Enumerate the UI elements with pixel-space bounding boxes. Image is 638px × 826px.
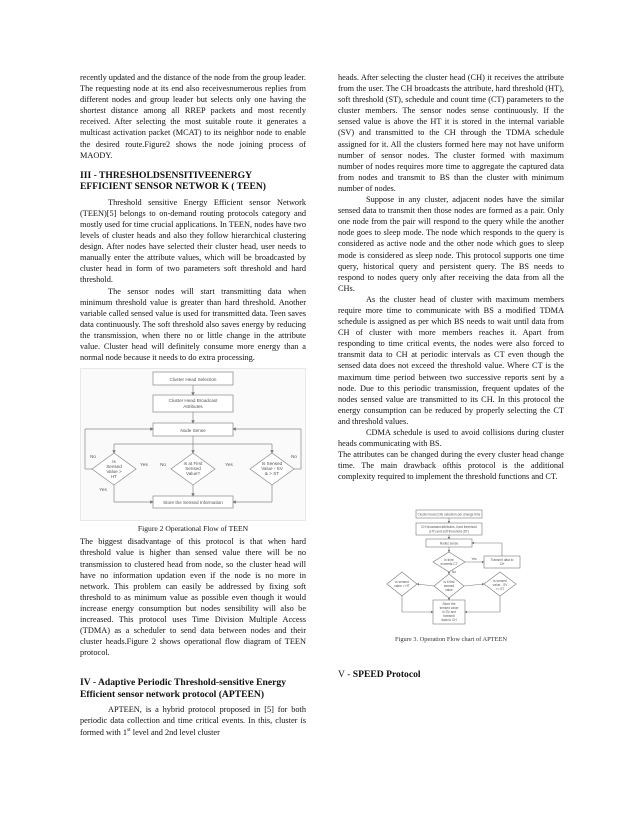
apteen-d4-label-a: Is sensed (493, 579, 507, 584)
apteen-box5-label-e: data to CH (441, 618, 457, 623)
apteen-box5-label-d: transmit (443, 614, 455, 619)
apteen-d1-label-b: exceeds CT (440, 562, 458, 567)
teen-no-label-1: No (90, 454, 96, 460)
left-paragraph-4: The biggest disadvantage of this protocol is that when hard threshold value is higher than sensed value there will be no transmission to clustered head from node, so the cluster head will have no information updation even if the node is no more in network. This problem can easily be addressed by fixing soft threshold to as minimum value as possible even though it would increase energy consumption but nodes sensibility will also be increased. This protocol uses Time Division Multiple Access (TDMA) as a scheduler to send data between nodes and their cluster heads.Figure 2 shows operational flow diagram of TEEN protocol. (80, 537, 306, 658)
right-paragraph-4: CDMA schedule is used to avoid collisions during cluster heads communicating with BS. (338, 428, 564, 449)
right-paragraph-3: As the cluster head of cluster with maximum members require more time to communicate with BS a modified TDMA schedule is assigned as per which BS needs to wait until data from CH of cluster with more members reaches it. Apart from responding to time critical events, the nodes were also forced to transmit data to CH at periodic intervals as CT even though the sensed data does not exceed the threshold value. Where CT is the maximum time period between two successive reports sent by a node. Due to this periodic transmission, frequent updates of the nodes sensed value are transmitted to its CH. In this protocol the energy consumption can be reduced by properly selecting the CT and threshold values. (338, 294, 564, 426)
figure-2-caption: Figure 2 Operational Flow of TEEN (137, 524, 249, 534)
teen-box1-label: Cluster Head Selection (169, 377, 217, 383)
apteen-box4-label-b: CH (499, 562, 505, 567)
apteen-box4-label-a: Transmit data to (490, 558, 514, 563)
apteen-d1-label-a: Is time (444, 558, 454, 563)
apteen-box1-label: Cluster head (CH) selection per change time (417, 512, 481, 517)
teen-box2-label-b: Attributes (183, 404, 203, 410)
teen-d3-label-c: & > ST (264, 471, 280, 477)
section-number: V (338, 668, 345, 680)
teen-yes-label-3: Yes (99, 487, 107, 493)
apteen-flowchart-svg (378, 508, 528, 626)
teen-d2-label-a: Is at First (183, 461, 203, 467)
left-paragraph-3: The sensor nodes will start transmitting data when minimum threshold value is greater than hard threshold. Another variable called sensed value is used for transmitted data. Teen saves data continuously. The soft threshold also saves energy by reducing the transmission, when there no or little change in the attribute value. Cluster head will definitely consume more energy than a normal node because it needs to do extra processing. (80, 286, 306, 363)
teen-d1-label-c: Value > (106, 469, 122, 475)
apteen-d4-label-c: >= ST (495, 587, 505, 592)
teen-box2-label-a: Cluster Head Broadcast (168, 398, 218, 404)
figure-2-teen-flowchart (80, 368, 306, 521)
teen-flowchart-svg (81, 369, 305, 517)
apteen-box3-label: Nodes sense (439, 541, 459, 546)
teen-no-label-2: No (160, 462, 166, 468)
teen-d1-label-a: Is (112, 459, 116, 465)
right-paragraph-1: heads. After selecting the cluster head (CH) it receives the attribute from the user. The CH broadcasts the attribute, hard threshold (HT), soft threshold (ST), schedule and count time (CT) parameters to the cluster members. The sensor nodes sense continuously. If the sensed value is above the HT it is stored in the internal variable (SV) and transmitted to the CH through the TDMA schedule assigned for it. All the clusters formed here may not have uniform number of sensor nodes. The cluster formed with maximum number of nodes requires more time to aggregate the captured data from nodes and transmit to BS than the cluster with minimum number of nodes. (338, 73, 564, 193)
right-paragraph-5: The attributes can be changed during the every cluster head change time. The main drawback ofthis protocol is the additional complexity required to implement the threshold functions and CT. (338, 450, 564, 482)
left-paragraph-5: APTEEN, is a hybrid protocol proposed in [5] for both periodic data collection and time critical events. In this, cluster is formed with 1st level and 2nd level cluster (80, 705, 306, 737)
apteen-d4-label-b: value - SV (492, 583, 508, 588)
figure-3-caption: Figure 3. Operation Flow chart of APTEEN (395, 635, 507, 643)
teen-box4-label: Store the Sensed Information (163, 500, 223, 506)
teen-no-label-3: No (291, 454, 297, 460)
left-paragraph-1: recently updated and the distance of the node from the group leader. The requesting node at its end also receivesnumerous replies from different nodes and group leader but selects only one having the shortest distance among all RREP packets and most recently received. After selecting the most suitable route it generates a multicast activation packet (MCAT) to its neighbor node to enable the desired route.Figure2 shows the node joining process of MAODY. (80, 73, 306, 160)
section-heading-teen: III - THRESHOLDSENSITIVEENERGY EFFICIENT SENSOR NETWOR K ( TEEN) (80, 169, 266, 193)
apteen-d2-label-a: Is sensed (395, 580, 409, 585)
apteen-box5-label-b: sensed value (439, 606, 459, 611)
left-paragraph-2: Threshold sensitive Energy Efficient sensor Network (TEEN)[5] belongs to on-demand routing protocols category and mostly used for time crucial applications. In TEEN, nodes have two levels of cluster heads and also they follow hierarchical clustering design. After nodes have selected their cluster head, user needs to manually enter the attribute values, which will be broadcasted by cluster head in form of two parameters soft threshold and hard threshold. (80, 197, 306, 285)
section-title: SPEED Protocol (352, 668, 421, 680)
teen-d3-label-a: Is Sensed (261, 461, 283, 467)
apteen-d3-label-b: sensed (443, 584, 455, 589)
teen-d1-label-b: Sensed (106, 464, 122, 470)
section-heading-apteen: IV - Adaptive Periodic Threshold-sensitive Energy Efficient sensor network protocol (APTEEN) (80, 677, 287, 700)
apteen-d2-label-b: value > HT (394, 584, 410, 589)
apteen-no-label: No (451, 570, 457, 575)
figure-3-apteen-flowchart (378, 508, 564, 629)
teen-d1-label-d: HT (110, 474, 118, 480)
apteen-yes-label: Yes (471, 557, 477, 562)
apteen-box2-label-a: CH broadcast attributes, hard threshold (421, 525, 477, 530)
right-column (338, 72, 564, 680)
left-column (80, 72, 306, 738)
apteen-box2-label-b: (HT) and soft threshold (ST) (429, 529, 469, 534)
teen-d2-label-c: Value? (186, 471, 200, 477)
teen-d3-label-b: Value - SV (261, 466, 283, 472)
apteen-d3-label-a: Is it first (443, 580, 455, 585)
section-heading-speed: V - SPEED Protocol (338, 668, 421, 680)
right-paragraph-2: Suppose in any cluster, adjacent nodes have the similar sensed data to transmit then those nodes are formed as a pair. Only one node from the pair will respond to the query while the another node goes to sleep mode. The node which responds to the query is considered as active node and the other node which goes to sleep mode is considered as sleep node. This protocol supports one time query, historical query and persistent query. The BS needs to respond to nodes query only after receiving the data from all the CHs. (338, 195, 564, 293)
apteen-d3-label-c: value (445, 588, 453, 593)
teen-yes-label-1: Yes (140, 462, 148, 468)
apteen-box5-label-a: Store the (442, 602, 456, 607)
teen-yes-label-2: Yes (225, 462, 233, 468)
teen-box3-label: Node Sense (180, 428, 206, 434)
apteen-box5-label-c: in SV and (442, 610, 456, 615)
teen-d2-label-b: Sensed (185, 466, 201, 472)
